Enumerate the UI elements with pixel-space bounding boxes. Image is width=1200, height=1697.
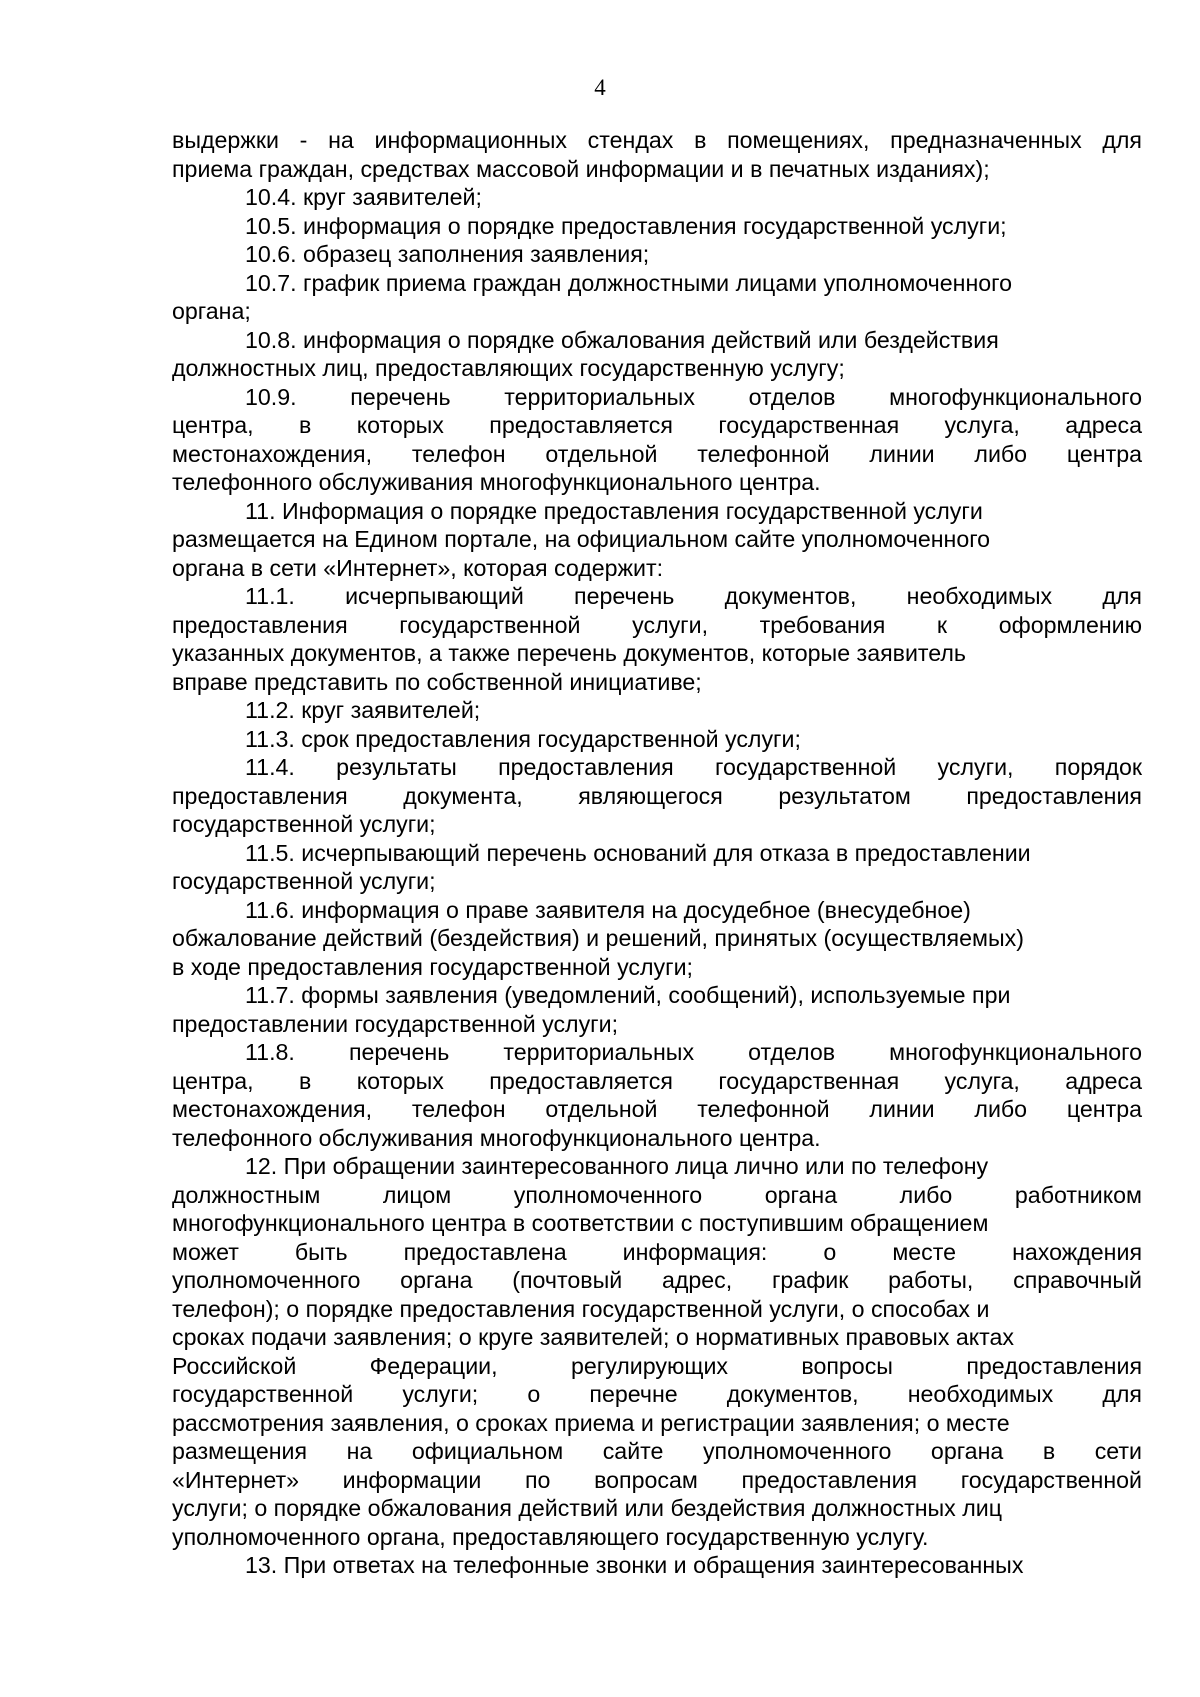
text-line: 11.7. формы заявления (уведомлений, сообщений), используемые при xyxy=(245,982,1011,1008)
text-line: 10.9. перечень территориальных отделов многофункционального xyxy=(245,383,1142,410)
paragraph-10-9 xyxy=(172,383,1142,497)
paragraph-11-4 xyxy=(172,753,1142,839)
text-line: выдержки - на информационных стендах в помещениях, предназначенных для xyxy=(172,127,1142,153)
text-line: органа; xyxy=(172,298,251,324)
paragraph-11-8 xyxy=(172,1038,1142,1152)
text-line: 11.4. результаты предоставления государственной услуги, порядок xyxy=(245,754,1142,780)
text-line: «Интернет» информации по вопросам предоставления государственной xyxy=(172,1466,1142,1493)
text-line: 10.6. образец заполнения заявления; xyxy=(245,241,650,267)
text-line: указанных документов, а также перечень документов, которые заявитель xyxy=(172,640,967,666)
text-line: 12. При обращении заинтересованного лица лично или по телефону xyxy=(245,1153,989,1179)
text-line: многофункционального центра в соответствии с поступившим обращением xyxy=(172,1210,989,1236)
paragraph-11 xyxy=(172,497,1142,583)
text-line: местонахождения, телефон отдельной телефонной линии либо центра xyxy=(172,440,1142,467)
text-line: приема граждан, средствах массовой информации и в печатных изданиях); xyxy=(172,155,990,182)
text-line: центра, в которых предоставляется государственная услуга, адреса xyxy=(172,1067,1142,1094)
paragraph-10-5 xyxy=(172,212,1142,241)
text-line: 11.1. исчерпывающий перечень документов, необходимых для xyxy=(245,583,1142,609)
text-line: 10.7. график приема граждан должностными лицами уполномоченного xyxy=(245,269,1012,296)
paragraph-11-2 xyxy=(172,696,1142,725)
paragraph-11-5 xyxy=(172,839,1142,896)
text-line: 11.5. исчерпывающий перечень оснований для отказа в предоставлении xyxy=(245,839,1031,866)
text-line: в ходе предоставления государственной услуги; xyxy=(172,953,693,980)
text-line: Российской Федерации, регулирующих вопросы предоставления xyxy=(172,1352,1142,1379)
text-line: 13. При ответах на телефонные звонки и обращения заинтересованных xyxy=(245,1552,1024,1578)
paragraph-10-6 xyxy=(172,240,1142,269)
text-line: размещения на официальном сайте уполномоченного органа в сети xyxy=(172,1438,1142,1464)
text-line: местонахождения, телефон отдельной телефонной линии либо центра xyxy=(172,1096,1142,1122)
text-line: 10.8. информация о порядке обжалования действий или бездействия xyxy=(245,326,999,353)
text-line: уполномоченного органа, предоставляющего государственную услугу. xyxy=(172,1523,929,1550)
text-line: органа в сети «Интернет», которая содержит: xyxy=(172,554,664,581)
paragraph-11-1 xyxy=(172,582,1142,696)
text-line: 11.3. срок предоставления государственной услуги; xyxy=(245,725,801,752)
text-line: государственной услуги; xyxy=(172,811,436,837)
text-line: 11. Информация о порядке предоставления государственной услуги xyxy=(245,497,983,524)
text-line: государственной услуги; xyxy=(172,868,436,894)
text-line: центра, в которых предоставляется государственная услуга, адреса xyxy=(172,412,1142,438)
text-line: услуги; о порядке обжалования действий или бездействия должностных лиц xyxy=(172,1495,1002,1521)
paragraph-11-6 xyxy=(172,896,1142,982)
text-line: 10.5. информация о порядке предоставления государственной услуги; xyxy=(245,212,1007,239)
page-number: 4 xyxy=(594,75,606,100)
text-line: телефонного обслуживания многофункционального центра. xyxy=(172,1124,821,1151)
text-line: должностных лиц, предоставляющих государственную услугу; xyxy=(172,355,845,381)
paragraph-11-3 xyxy=(172,725,1142,754)
text-line: 11.8. перечень территориальных отделов многофункционального xyxy=(245,1039,1142,1065)
text-line: 11.2. круг заявителей; xyxy=(245,697,481,723)
text-line: государственной услуги; о перечне документов, необходимых для xyxy=(172,1381,1142,1407)
text-line: предоставления документа, являющегося результатом предоставления xyxy=(172,782,1142,809)
text-line: вправе представить по собственной инициативе; xyxy=(172,668,702,695)
paragraph-10-4 xyxy=(172,183,1142,212)
paragraph-10-8 xyxy=(172,326,1142,383)
text-line: размещается на Едином портале, на официальном сайте уполномоченного xyxy=(172,526,991,552)
text-line: телефон); о порядке предоставления государственной услуги, о способах и xyxy=(172,1295,990,1322)
paragraph-10-7 xyxy=(172,269,1142,326)
text-line: телефонного обслуживания многофункционального центра. xyxy=(172,469,821,495)
text-line: предоставления государственной услуги, требования к оформлению xyxy=(172,611,1142,638)
text-line: рассмотрения заявления, о сроках приема и регистрации заявления; о месте xyxy=(172,1409,1010,1436)
paragraph-11-7 xyxy=(172,981,1142,1038)
text-line: должностным лицом уполномоченного органа либо работником xyxy=(172,1181,1142,1208)
text-line: уполномоченного органа (почтовый адрес, график работы, справочный xyxy=(172,1267,1142,1293)
text-line: может быть предоставлена информация: о месте нахождения xyxy=(172,1238,1142,1265)
text-line: 10.4. круг заявителей; xyxy=(245,184,482,210)
text-line: предоставлении государственной услуги; xyxy=(172,1010,619,1037)
paragraph-13 xyxy=(172,1551,1142,1580)
document-body xyxy=(172,126,1142,1580)
paragraph-intro xyxy=(172,126,1142,183)
text-line: сроках подачи заявления; о круге заявителей; о нормативных правовых актах xyxy=(172,1324,1015,1350)
text-line: обжалование действий (бездействия) и решений, принятых (осуществляемых) xyxy=(172,925,1024,951)
text-line: 11.6. информация о праве заявителя на досудебное (внесудебное) xyxy=(245,896,971,923)
paragraph-12 xyxy=(172,1152,1142,1551)
